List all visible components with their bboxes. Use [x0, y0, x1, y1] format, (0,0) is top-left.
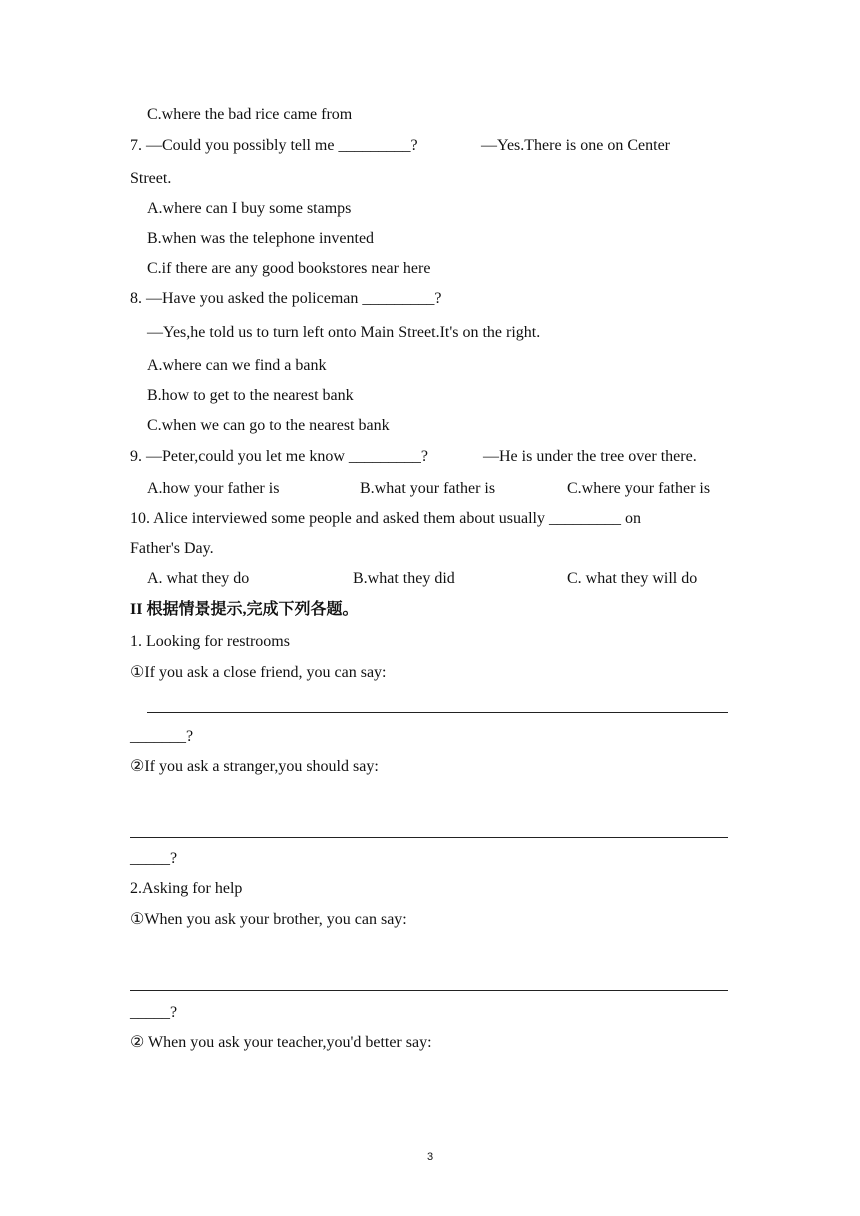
answer-line — [130, 837, 728, 838]
q7-option-c: C.if there are any good bookstores near here — [147, 260, 431, 277]
q10-stem-continued: Father's Day. — [130, 540, 214, 557]
q10-option-a: A. what they do — [147, 570, 250, 587]
q8-stem: 8. —Have you asked the policeman _________? — [130, 290, 442, 307]
q10-option-c: C. what they will do — [567, 570, 698, 587]
q10-option-b: B.what they did — [353, 570, 455, 587]
situation-1-prompt-2: ②If you ask a stranger,you should say: — [130, 758, 379, 775]
q9-option-b: B.what your father is — [360, 480, 496, 497]
q9-option-a: A.how your father is — [147, 480, 280, 497]
situation-1-prompt-2-end: _____? — [130, 850, 178, 867]
q7-stem: 7. —Could you possibly tell me _________? — [130, 137, 418, 154]
q9-reply: —He is under the tree over there. — [483, 448, 697, 465]
page-number: 3 — [426, 1151, 434, 1163]
situation-2-title: 2.Asking for help — [130, 880, 243, 897]
q7-option-b: B.when was the telephone invented — [147, 230, 375, 247]
q7-stem-continued: Street. — [130, 170, 172, 187]
situation-2-prompt-1: ①When you ask your brother, you can say: — [130, 911, 407, 928]
q8-option-c: C.when we can go to the nearest bank — [147, 417, 390, 434]
situation-2-prompt-2: ② When you ask your teacher,you'd better say: — [130, 1034, 432, 1051]
situation-1-prompt-1-end: _______? — [130, 728, 194, 745]
answer-line — [147, 712, 728, 713]
q8-answer: —Yes,he told us to turn left onto Main Street.It's on the right. — [147, 324, 541, 341]
q8-option-b: B.how to get to the nearest bank — [147, 387, 354, 404]
section-2-heading: II 根据情景提示,完成下列各题。 — [130, 601, 359, 618]
situation-1-prompt-1: ①If you ask a close friend, you can say: — [130, 664, 387, 681]
answer-line — [130, 990, 728, 991]
q8-option-a: A.where can we find a bank — [147, 357, 327, 374]
q7-option-a: A.where can I buy some stamps — [147, 200, 352, 217]
situation-1-title: 1. Looking for restrooms — [130, 633, 290, 650]
q10-stem: 10. Alice interviewed some people and asked them about usually _________ on — [130, 510, 641, 527]
situation-2-prompt-1-end: _____? — [130, 1004, 178, 1021]
q6-option-c: C.where the bad rice came from — [147, 106, 353, 123]
q7-reply: —Yes.There is one on Center — [481, 137, 671, 154]
q9-option-c: C.where your father is — [567, 480, 711, 497]
q9-stem: 9. —Peter,could you let me know _________? — [130, 448, 428, 465]
